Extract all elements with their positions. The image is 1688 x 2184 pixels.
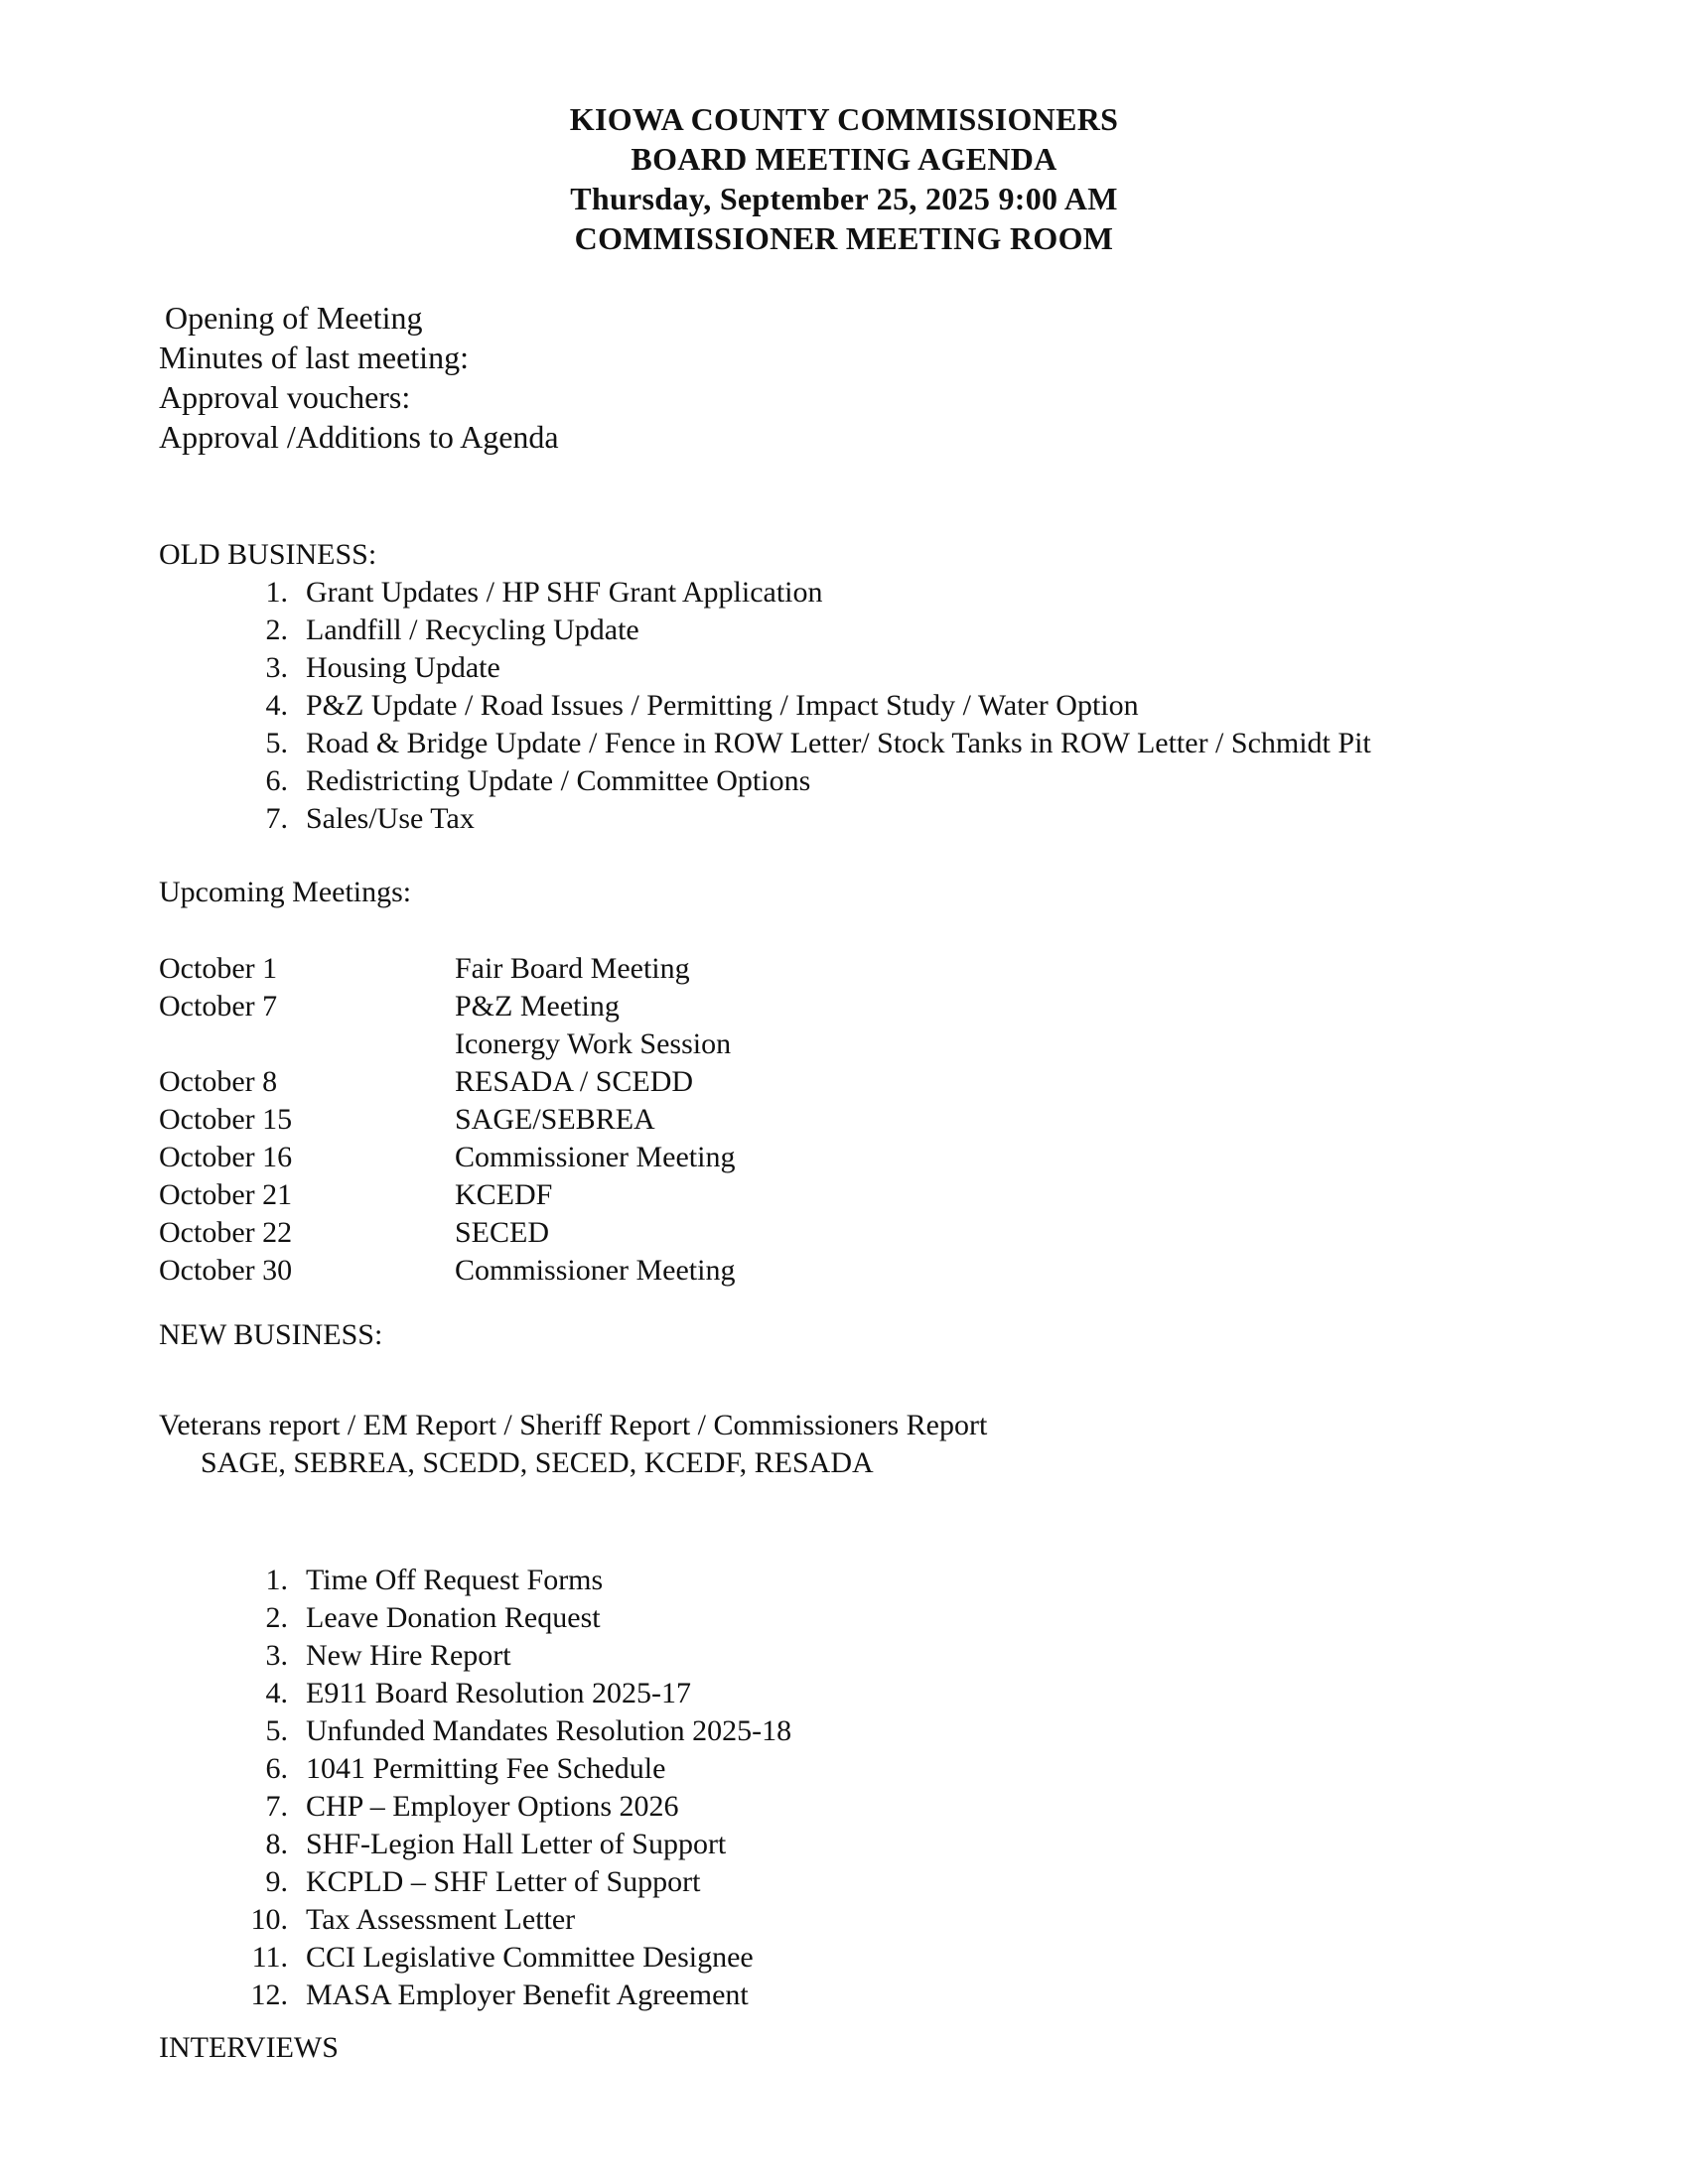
list-item: 4. P&Z Update / Road Issues / Permitting / Impact Study / Water Option [265, 689, 1139, 722]
opening-item: Approval /Additions to Agenda [159, 419, 559, 455]
header-subtitle: BOARD MEETING AGENDA [631, 141, 1057, 177]
new-business-heading: NEW BUSINESS: [159, 1318, 383, 1351]
meeting-row: Iconergy Work Session [455, 1027, 732, 1060]
list-item: 3. New Hire Report [265, 1639, 511, 1672]
list-item: 7. Sales/Use Tax [265, 802, 475, 835]
interviews-heading: INTERVIEWS [159, 2031, 339, 2064]
list-item: 10. Tax Assessment Letter [250, 1903, 576, 1936]
list-item: 6. 1041 Permitting Fee Schedule [265, 1752, 666, 1785]
meeting-row: October 30 Commissioner Meeting [159, 1254, 736, 1287]
list-item: 2. Landfill / Recycling Update [265, 614, 639, 646]
meeting-row: October 8 RESADA / SCEDD [159, 1065, 694, 1098]
list-item: 8. SHF-Legion Hall Letter of Support [265, 1828, 727, 1860]
reports-sub-line: SAGE, SEBREA, SCEDD, SECED, KCEDF, RESADA [201, 1446, 874, 1479]
list-item: 1. Time Off Request Forms [265, 1564, 604, 1596]
upcoming-meetings-heading: Upcoming Meetings: [159, 876, 412, 908]
new-business-list [248, 1562, 791, 2014]
reports-block [159, 1407, 987, 1482]
agenda-header [0, 99, 1688, 258]
meeting-row: October 16 Commissioner Meeting [159, 1141, 736, 1173]
header-title: KIOWA COUNTY COMMISSIONERS [569, 101, 1119, 137]
opening-item: Minutes of last meeting: [159, 340, 469, 375]
meeting-row: October 15 SAGE/SEBREA [159, 1103, 655, 1136]
list-item: 4. E911 Board Resolution 2025-17 [265, 1677, 692, 1709]
list-item: 7. CHP – Employer Options 2026 [265, 1790, 679, 1823]
list-item: 6. Redistricting Update / Committee Options [265, 764, 811, 797]
meeting-row: October 22 SECED [159, 1216, 550, 1249]
meeting-row: October 1 Fair Board Meeting [159, 952, 690, 985]
list-item: 5. Unfunded Mandates Resolution 2025-18 [265, 1714, 792, 1747]
meeting-row: October 21 KCEDF [159, 1178, 553, 1211]
opening-items [159, 298, 559, 457]
upcoming-meetings-table [159, 950, 735, 1290]
list-item: 2. Leave Donation Request [265, 1601, 601, 1634]
old-business-list [248, 574, 1371, 838]
header-location: COMMISSIONER MEETING ROOM [574, 220, 1114, 256]
header-date: Thursday, September 25, 2025 9:00 AM [570, 181, 1118, 216]
old-business-heading: OLD BUSINESS: [159, 538, 377, 571]
meeting-row: October 7 P&Z Meeting [159, 990, 620, 1023]
list-item: 3. Housing Update [265, 651, 500, 684]
list-item: 9. KCPLD – SHF Letter of Support [265, 1865, 701, 1898]
list-item: 11. CCI Legislative Committee Designee [251, 1941, 754, 1974]
list-item: 1. Grant Updates / HP SHF Grant Application [265, 576, 823, 609]
reports-line: Veterans report / EM Report / Sheriff Report / Commissioners Report [159, 1409, 988, 1441]
list-item: 12. MASA Employer Benefit Agreement [250, 1979, 749, 2011]
list-item: 5. Road & Bridge Update / Fence in ROW Letter/ Stock Tanks in ROW Letter / Schmidt Pit [265, 727, 1371, 759]
opening-item: Opening of Meeting [165, 300, 423, 336]
opening-item: Approval vouchers: [159, 379, 411, 415]
